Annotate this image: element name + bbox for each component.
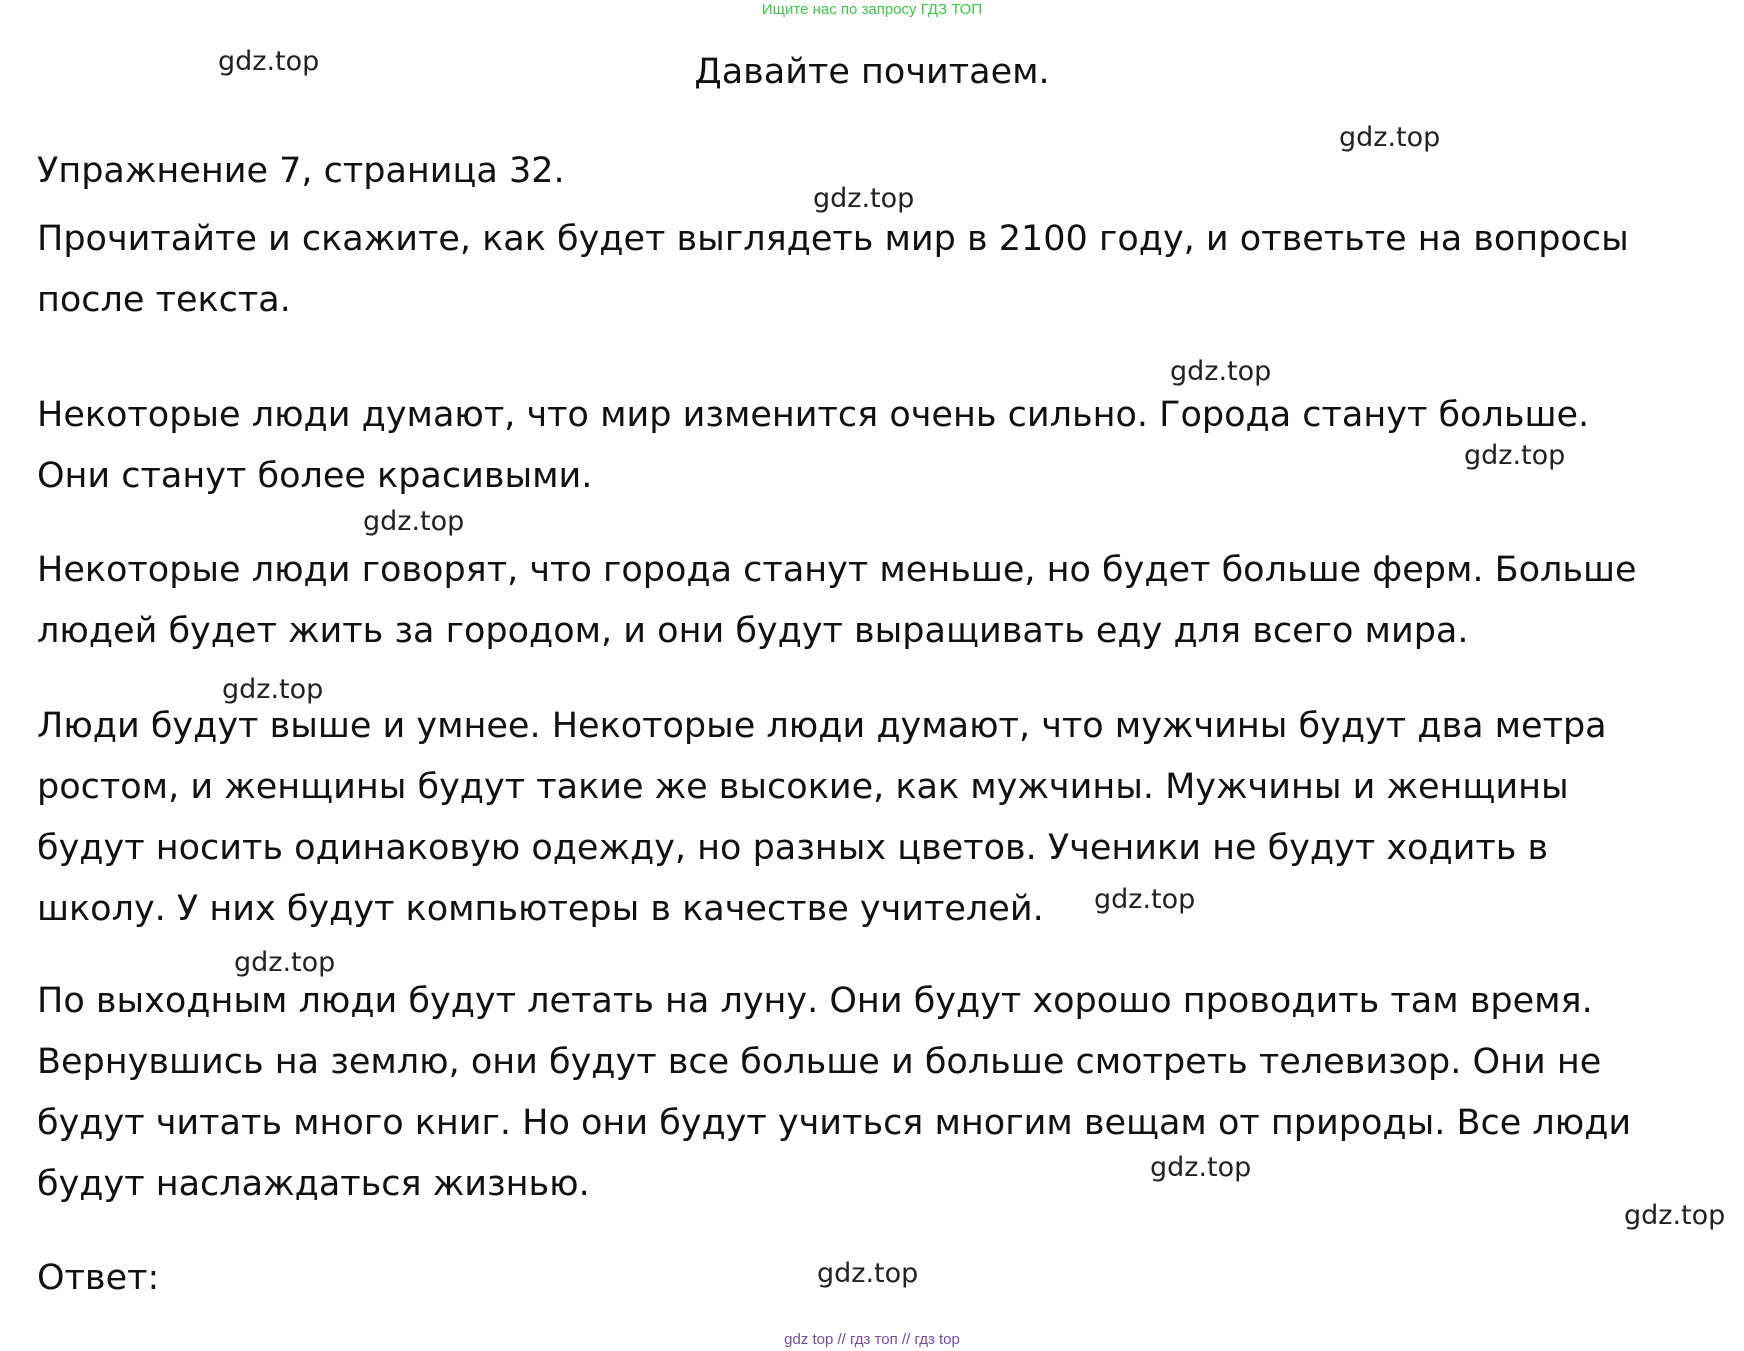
watermark: gdz.top bbox=[234, 947, 336, 978]
watermark: gdz.top bbox=[1339, 122, 1441, 153]
watermark: gdz.top bbox=[1624, 1200, 1726, 1231]
watermark: gdz.top bbox=[1170, 356, 1272, 387]
watermark: gdz.top bbox=[363, 506, 465, 537]
paragraph-line: Люди будут выше и умнее. Некоторые люди думают, что мужчины будут два метра bbox=[37, 706, 1607, 746]
paragraph-line: Они станут более красивыми. bbox=[37, 456, 593, 496]
exercise-heading: Упражнение 7, страница 32. bbox=[37, 151, 565, 191]
watermark: gdz.top bbox=[1094, 884, 1196, 915]
paragraph-line: будут читать много книг. Но они будут учиться многим вещам от природы. Все люди bbox=[37, 1103, 1632, 1143]
paragraph-line: Некоторые люди говорят, что города станут меньше, но будет больше ферм. Больше bbox=[37, 550, 1637, 590]
instruction-line: после текста. bbox=[37, 280, 291, 320]
paragraph-line: будут наслаждаться жизнью. bbox=[37, 1164, 590, 1204]
paragraph-4 bbox=[37, 971, 1717, 1215]
answer-label: Ответ: bbox=[37, 1258, 160, 1298]
instruction-line: Прочитайте и скажите, как будет выглядеть мир в 2100 году, и ответьте на вопросы bbox=[37, 219, 1629, 259]
paragraph-line: будут носить одинаковую одежду, но разных цветов. Ученики не будут ходить в bbox=[37, 828, 1549, 868]
watermark: gdz.top bbox=[817, 1258, 919, 1289]
paragraph-line: Вернувшись на землю, они будут все больше и больше смотреть телевизор. Они не bbox=[37, 1042, 1602, 1082]
paragraph-line: школу. У них будут компьютеры в качестве учителей. bbox=[37, 889, 1044, 929]
watermark: gdz.top bbox=[1150, 1152, 1252, 1183]
watermark: gdz.top bbox=[813, 183, 915, 214]
footer-links: gdz top // гдз топ // гдз top bbox=[784, 1331, 960, 1348]
paragraph-line: людей будет жить за городом, и они будут выращивать еду для всего мира. bbox=[37, 611, 1469, 651]
watermark: gdz.top bbox=[222, 674, 324, 705]
watermark: gdz.top bbox=[218, 46, 320, 77]
paragraph-2 bbox=[37, 540, 1717, 662]
instruction bbox=[37, 209, 1717, 331]
paragraph-line: ростом, и женщины будут такие же высокие, как мужчины. Мужчины и женщины bbox=[37, 767, 1569, 807]
watermark: gdz.top bbox=[1464, 440, 1566, 471]
paragraph-line: По выходным люди будут летать на луну. Они будут хорошо проводить там время. bbox=[37, 981, 1593, 1021]
page-title: Давайте почитаем. bbox=[694, 52, 1050, 92]
top-banner: Ищите нас по запросу ГДЗ ТОП bbox=[761, 1, 983, 18]
paragraph-line: Некоторые люди думают, что мир изменится очень сильно. Города станут больше. bbox=[37, 395, 1590, 435]
paragraph-3 bbox=[37, 696, 1717, 940]
